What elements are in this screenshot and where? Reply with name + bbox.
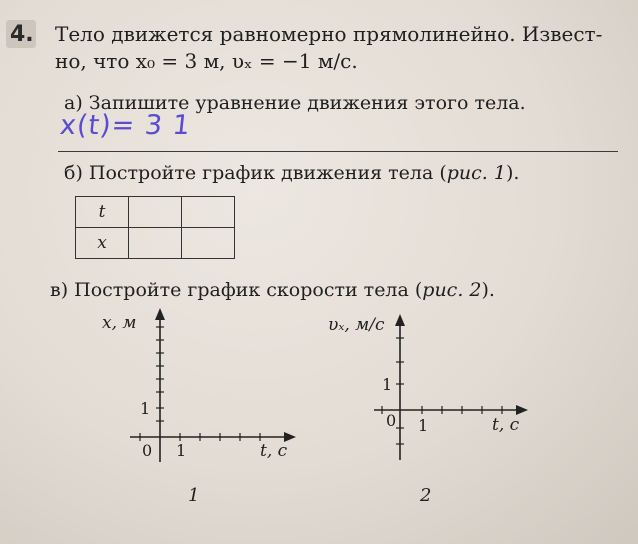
table-row bbox=[76, 197, 235, 228]
table-header-t: t bbox=[76, 197, 129, 228]
part-b-question bbox=[64, 162, 519, 184]
part-b-text: б) Постройте график движения тела ( bbox=[64, 162, 447, 184]
graph2-y-arrow bbox=[395, 314, 405, 326]
part-c-question bbox=[50, 279, 495, 301]
handwritten-answer: x(t)= 3 1 bbox=[58, 110, 193, 141]
problem-statement-line1: Тело движется равномерно прямолинейно. Извест- bbox=[55, 22, 603, 46]
graph1-y-label: x, м bbox=[102, 313, 137, 333]
table-header-x: x bbox=[76, 228, 129, 259]
graph1-tick-y: 1 bbox=[140, 399, 151, 418]
table-cell[interactable] bbox=[129, 228, 182, 259]
problem-number: 4. bbox=[10, 22, 34, 47]
graph2-tick-y: 1 bbox=[382, 375, 393, 394]
values-table bbox=[75, 196, 235, 259]
graph1-tick-x: 1 bbox=[176, 441, 187, 460]
table-cell[interactable] bbox=[129, 197, 182, 228]
graph-1 bbox=[100, 300, 300, 475]
graph1-origin: 0 bbox=[142, 441, 153, 460]
figure-1-caption: 1 bbox=[188, 485, 200, 506]
graph1-y-arrow bbox=[155, 308, 165, 320]
table-cell[interactable] bbox=[182, 228, 235, 259]
part-c-end: ). bbox=[481, 279, 495, 301]
graph2-origin: 0 bbox=[386, 411, 397, 430]
answer-line bbox=[58, 151, 618, 152]
part-b-end: ). bbox=[505, 162, 520, 184]
graph2-x-arrow bbox=[516, 405, 528, 415]
part-c-text: в) Постройте график скорости тела ( bbox=[50, 279, 423, 301]
graph1-x-label: t, с bbox=[260, 441, 288, 461]
table-row bbox=[76, 228, 235, 259]
graph2-y-label: υₓ, м/с bbox=[328, 315, 385, 335]
part-c-figure-ref: рис. 2 bbox=[422, 279, 482, 301]
graph2-x-label: t, с bbox=[492, 415, 520, 435]
graph2-tick-x: 1 bbox=[418, 416, 429, 435]
table-cell[interactable] bbox=[182, 197, 235, 228]
part-a-question: а) Запишите уравнение движения этого тела. bbox=[64, 92, 526, 114]
figure-2-caption: 2 bbox=[420, 485, 432, 506]
graph-2 bbox=[322, 300, 532, 470]
part-b-figure-ref: рис. 1 bbox=[446, 162, 506, 184]
problem-statement-line2: но, что x₀ = 3 м, υₓ = −1 м/с. bbox=[55, 49, 358, 73]
